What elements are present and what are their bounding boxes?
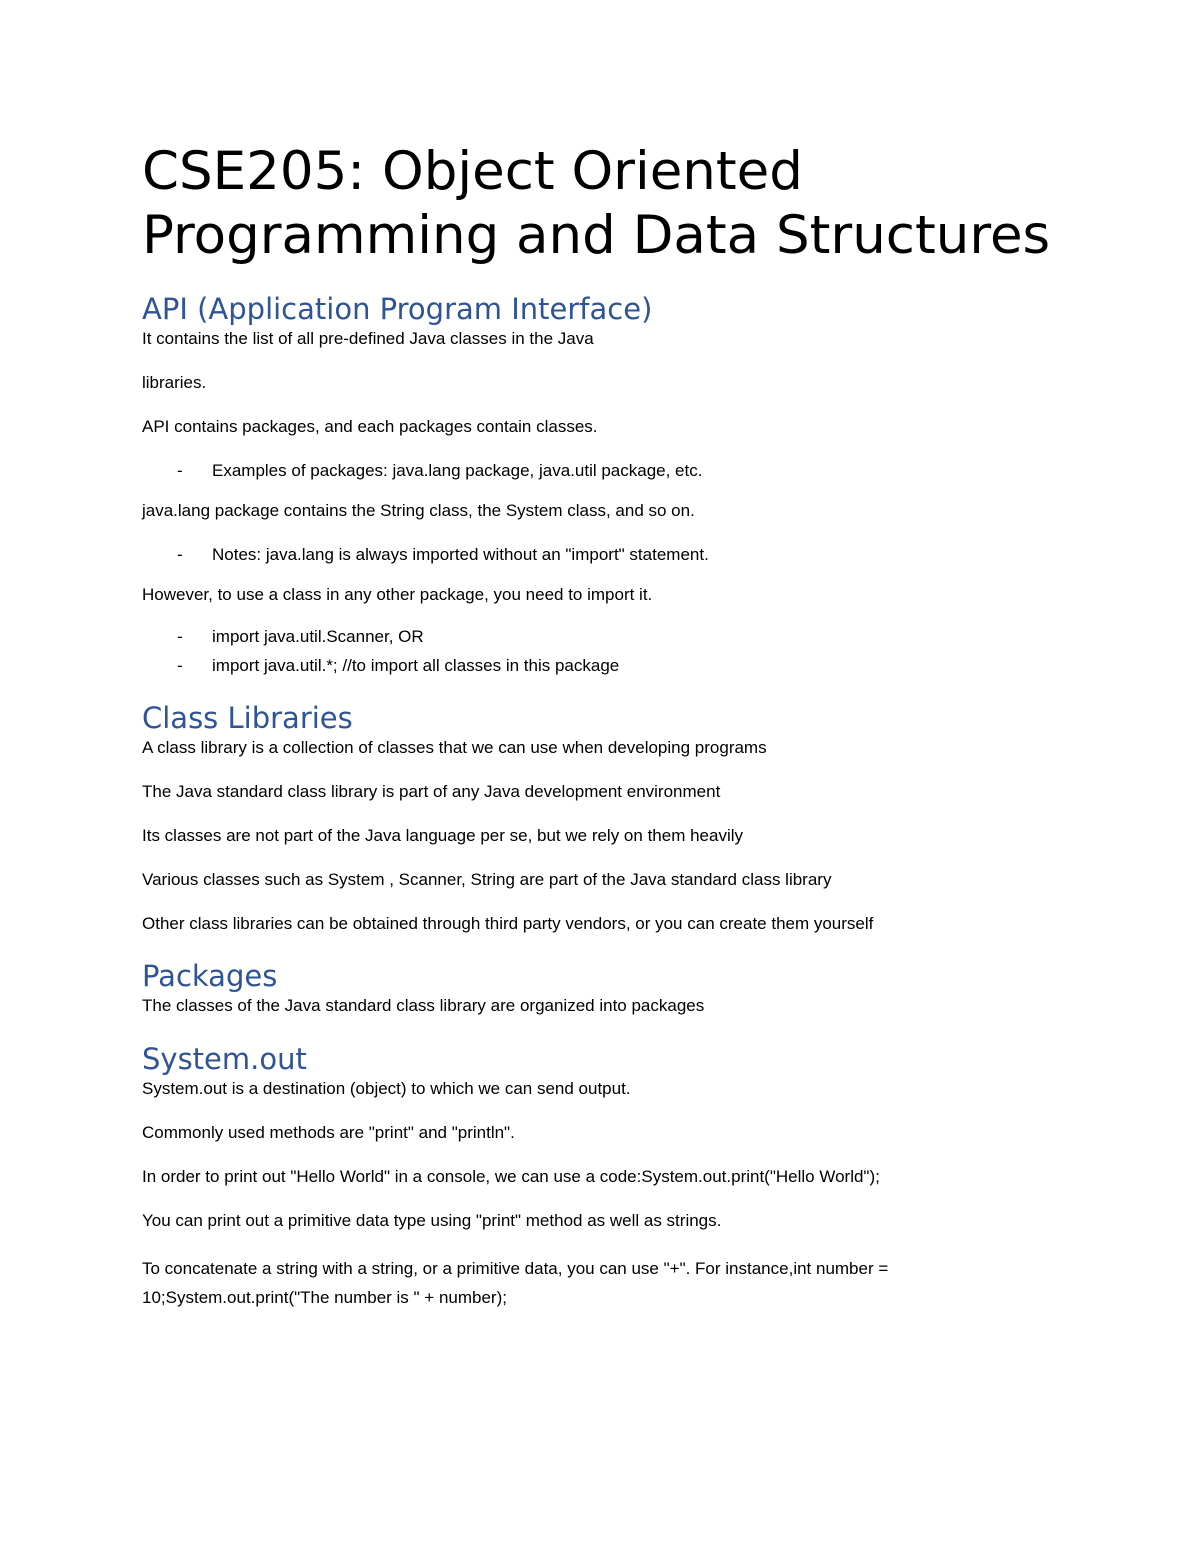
section-api bbox=[142, 291, 1062, 680]
api-bullet-list-2 bbox=[142, 540, 1062, 569]
class-libraries-paragraph-1: A class library is a collection of classes that we can use when developing programs bbox=[142, 738, 767, 757]
class-libraries-paragraph-3: Its classes are not part of the Java language per se, but we rely on them heavily bbox=[142, 826, 744, 845]
class-libraries-paragraph-5: Other class libraries can be obtained through third party vendors, or you can create them yourself bbox=[142, 914, 874, 933]
title-line-1: CSE205: Object Oriented bbox=[142, 141, 803, 202]
bullet-text: import java.util.*; //to import all classes in this package bbox=[212, 656, 620, 675]
heading-system-out: System.out bbox=[142, 1042, 307, 1076]
heading-packages: Packages bbox=[142, 959, 278, 993]
api-paragraph-3: API contains packages, and each packages contain classes. bbox=[142, 417, 598, 436]
api-paragraph-1: It contains the list of all pre-defined Java classes in the Java bbox=[142, 329, 594, 348]
bullet-text: Examples of packages: java.lang package, java.util package, etc. bbox=[212, 461, 703, 480]
api-paragraph-5: However, to use a class in any other package, you need to import it. bbox=[142, 585, 653, 604]
bullet-dash: - bbox=[177, 461, 183, 480]
api-paragraph-4: java.lang package contains the String class, the System class, and so on. bbox=[142, 501, 695, 520]
system-out-paragraph-1: System.out is a destination (object) to which we can send output. bbox=[142, 1079, 631, 1098]
system-out-paragraph-5-line-2: 10;System.out.print("The number is " + number); bbox=[142, 1288, 507, 1307]
list-item bbox=[142, 456, 1062, 485]
section-class-libraries bbox=[142, 700, 1062, 935]
system-out-paragraph-3: In order to print out "Hello World" in a console, we can use a code:System.out.print("Hello World"); bbox=[142, 1167, 880, 1186]
section-system-out bbox=[142, 1041, 1062, 1312]
system-out-paragraph-4: You can print out a primitive data type using "print" method as well as strings. bbox=[142, 1211, 722, 1230]
list-item bbox=[142, 540, 1062, 569]
heading-class-libraries: Class Libraries bbox=[142, 701, 353, 735]
bullet-text: Notes: java.lang is always imported without an "import" statement. bbox=[212, 545, 709, 564]
bullet-dash: - bbox=[177, 545, 183, 564]
api-bullet-list-3 bbox=[142, 622, 1062, 680]
bullet-dash: - bbox=[177, 656, 183, 675]
api-bullet-list-1 bbox=[142, 456, 1062, 485]
bullet-text: import java.util.Scanner, OR bbox=[212, 627, 424, 646]
document-page bbox=[142, 140, 1062, 1312]
section-packages bbox=[142, 958, 1062, 1017]
list-item bbox=[142, 622, 1062, 651]
system-out-paragraph-5-line-1: To concatenate a string with a string, or a primitive data, you can use "+". For instance,int number = bbox=[142, 1259, 889, 1278]
packages-paragraph-1: The classes of the Java standard class library are organized into packages bbox=[142, 996, 705, 1015]
heading-api: API (Application Program Interface) bbox=[142, 292, 653, 326]
api-paragraph-2: libraries. bbox=[142, 373, 207, 392]
bullet-dash: - bbox=[177, 627, 183, 646]
document-title bbox=[142, 140, 1062, 268]
class-libraries-paragraph-4: Various classes such as System , Scanner, String are part of the Java standard class library bbox=[142, 870, 832, 889]
system-out-paragraph-5 bbox=[142, 1254, 1062, 1312]
system-out-paragraph-2: Commonly used methods are "print" and "println". bbox=[142, 1123, 515, 1142]
title-line-2: Programming and Data Structures bbox=[142, 205, 1051, 266]
class-libraries-paragraph-2: The Java standard class library is part of any Java development environment bbox=[142, 782, 721, 801]
list-item bbox=[142, 651, 1062, 680]
